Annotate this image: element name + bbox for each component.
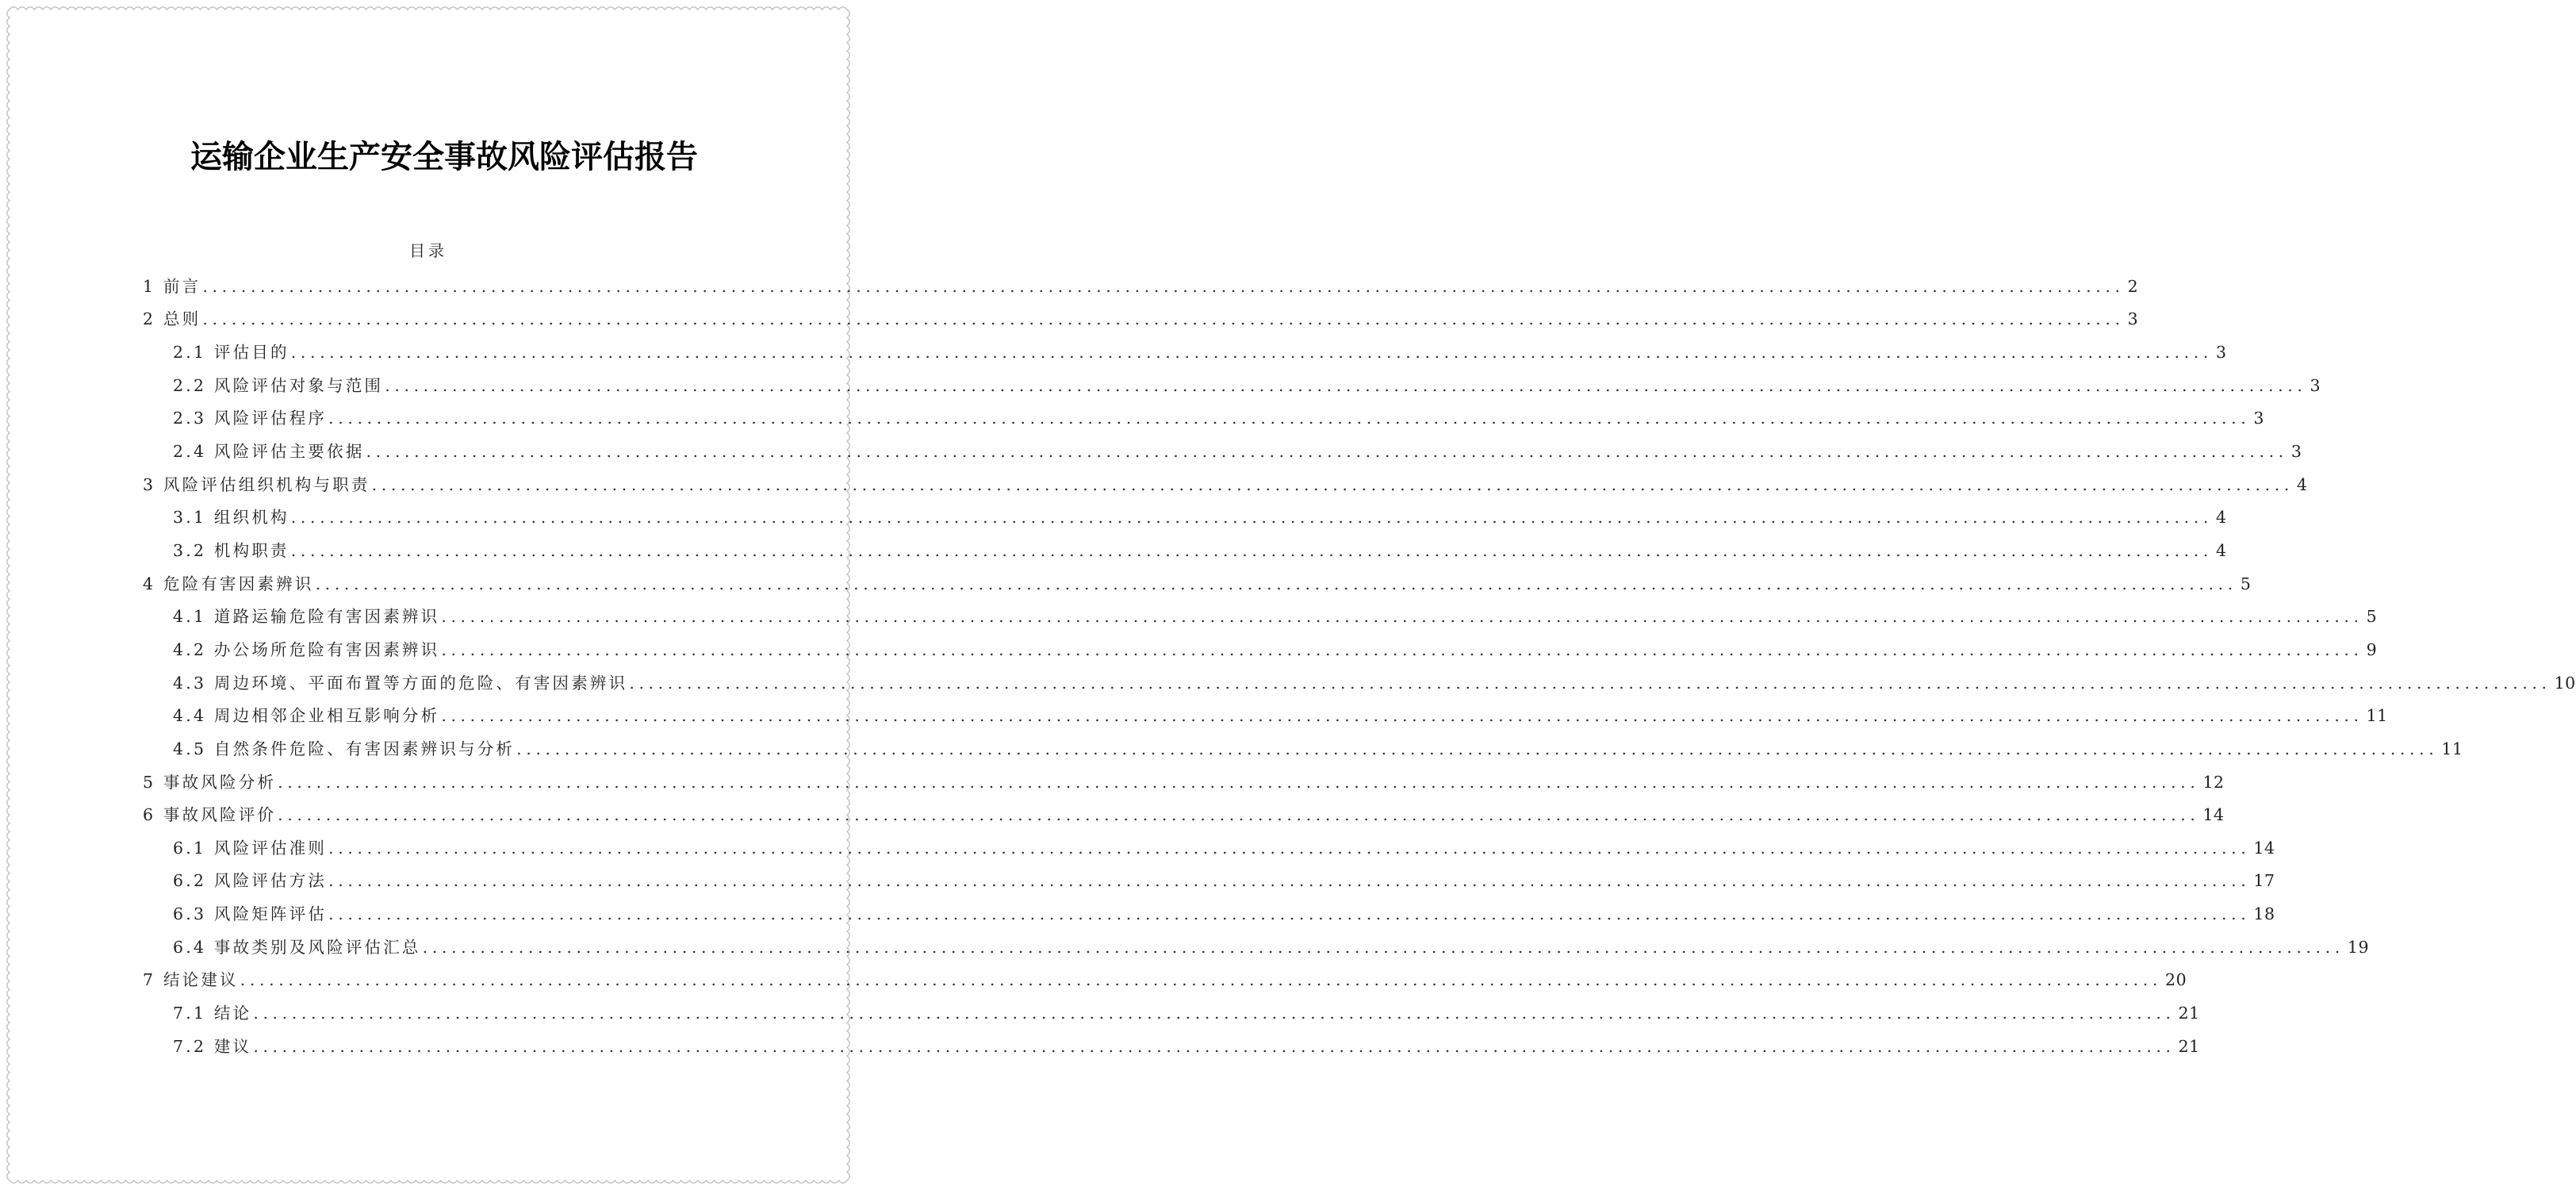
toc-dot-leader: ........................................................................................................................................................................................................ bbox=[290, 508, 2213, 528]
toc-entry[interactable] bbox=[143, 599, 2378, 632]
toc-entry-label: 2.2 风险评估对象与范围 bbox=[173, 375, 384, 395]
toc-entry-page-number: 21 bbox=[2178, 1036, 2200, 1056]
toc-dot-leader: ........................................................................................................................................................................................................ bbox=[278, 805, 2200, 825]
toc-entry[interactable] bbox=[143, 797, 2225, 831]
toc-entry[interactable] bbox=[143, 301, 2139, 335]
document-title: 运输企业生产安全事故风险评估报告 bbox=[190, 139, 698, 175]
toc-entry-page-number: 18 bbox=[2253, 904, 2275, 924]
toc-entry-label: 4.5 自然条件危险、有害因素辨识与分析 bbox=[173, 739, 516, 758]
toc-entry-label: 6.1 风险评估准则 bbox=[173, 838, 328, 858]
toc-dot-leader: ........................................................................................................................................................................................................ bbox=[328, 838, 2251, 858]
toc-entry[interactable] bbox=[143, 830, 2275, 863]
toc-entry[interactable] bbox=[143, 698, 2388, 731]
toc-dot-leader: ........................................................................................................................................................................................................ bbox=[202, 276, 2125, 296]
toc-entry-label: 1 前言 bbox=[143, 276, 201, 296]
toc-entry-page-number: 11 bbox=[2366, 706, 2388, 726]
toc-entry[interactable] bbox=[143, 731, 2463, 764]
toc-entry[interactable] bbox=[143, 995, 2200, 1028]
toc-entry-label: 2.1 评估目的 bbox=[173, 342, 289, 362]
toc-entry[interactable] bbox=[143, 962, 2187, 996]
toc-entry-page-number: 3 bbox=[2253, 409, 2264, 428]
toc-dot-leader: ........................................................................................................................................................................................................ bbox=[278, 772, 2200, 792]
toc-entry[interactable] bbox=[143, 500, 2227, 533]
toc-entry[interactable] bbox=[143, 367, 2321, 401]
toc-entry-label: 4 危险有害因素辨识 bbox=[143, 574, 314, 593]
toc-dot-leader: ........................................................................................................................................................................................................ bbox=[441, 706, 2363, 726]
toc-entry-page-number: 14 bbox=[2202, 805, 2225, 825]
toc-entry-label: 2 总则 bbox=[143, 309, 201, 329]
toc-entry-page-number: 12 bbox=[2202, 772, 2225, 792]
toc-entry-page-number: 4 bbox=[2216, 540, 2227, 560]
toc-entry[interactable] bbox=[143, 566, 2252, 599]
toc-entry[interactable] bbox=[143, 764, 2225, 797]
toc-dot-leader: ........................................................................................................................................................................................................ bbox=[422, 937, 2344, 957]
toc-entry-label: 6 事故风险评价 bbox=[143, 805, 277, 825]
toc-entry-label: 3.1 组织机构 bbox=[173, 508, 289, 528]
toc-entry[interactable] bbox=[143, 631, 2378, 665]
toc-dot-leader: ........................................................................................................................................................................................................ bbox=[366, 441, 2288, 461]
toc-dot-leader: ........................................................................................................................................................................................................ bbox=[385, 375, 2307, 395]
toc-entry-page-number: 17 bbox=[2253, 871, 2275, 891]
toc-entry-page-number: 20 bbox=[2165, 970, 2187, 990]
toc-entry-label: 3 风险评估组织机构与职责 bbox=[143, 474, 370, 494]
toc-entry-label: 7.2 建议 bbox=[173, 1036, 252, 1056]
toc-entry-label: 6.3 风险矩阵评估 bbox=[173, 904, 328, 924]
toc-entry-page-number: 14 bbox=[2253, 838, 2275, 858]
toc-heading: 目录 bbox=[409, 241, 447, 260]
toc-entry[interactable] bbox=[143, 863, 2275, 896]
toc-entry-label: 4.1 道路运输危险有害因素辨识 bbox=[173, 607, 440, 627]
toc-entry-label: 2.4 风险评估主要依据 bbox=[173, 441, 365, 461]
toc-entry-label: 4.3 周边环境、平面布置等方面的危险、有害因素辨识 bbox=[173, 673, 628, 693]
toc-dot-leader: ........................................................................................................................................................................................................ bbox=[328, 904, 2251, 924]
toc-dot-leader: ........................................................................................................................................................................................................ bbox=[328, 409, 2251, 428]
toc-dot-leader: ........................................................................................................................................................................................................ bbox=[371, 474, 2294, 494]
toc-entry-page-number: 3 bbox=[2216, 342, 2227, 362]
toc-dot-leader: ........................................................................................................................................................................................................ bbox=[290, 342, 2213, 362]
toc-dot-leader: ........................................................................................................................................................................................................ bbox=[629, 673, 2551, 693]
toc-entry[interactable] bbox=[143, 401, 2264, 434]
toc-entry-page-number: 5 bbox=[2366, 607, 2378, 627]
toc-dot-leader: ........................................................................................................................................................................................................ bbox=[441, 607, 2363, 627]
toc-entry[interactable] bbox=[143, 334, 2227, 367]
toc-dot-leader: ........................................................................................................................................................................................................ bbox=[253, 1036, 2175, 1056]
toc-entry[interactable] bbox=[143, 1028, 2200, 1061]
toc-entry-page-number: 21 bbox=[2178, 1004, 2200, 1023]
toc-entry-label: 2.3 风险评估程序 bbox=[173, 409, 328, 428]
toc-entry[interactable] bbox=[143, 896, 2275, 929]
toc-dot-leader: ........................................................................................................................................................................................................ bbox=[253, 1004, 2175, 1023]
toc-entry[interactable] bbox=[143, 433, 2302, 466]
toc-entry-page-number: 3 bbox=[2310, 375, 2321, 395]
toc-entry-label: 4.2 办公场所危险有害因素辨识 bbox=[173, 639, 440, 659]
toc-entry-label: 3.2 机构职责 bbox=[173, 540, 289, 560]
toc-dot-leader: ........................................................................................................................................................................................................ bbox=[441, 639, 2363, 659]
toc-entry-label: 7.1 结论 bbox=[173, 1004, 252, 1023]
toc-entry-label: 5 事故风险分析 bbox=[143, 772, 277, 792]
toc-entry-page-number: 4 bbox=[2296, 474, 2308, 494]
toc-entry-label: 6.2 风险评估方法 bbox=[173, 871, 328, 891]
toc-dot-leader: ........................................................................................................................................................................................................ bbox=[202, 309, 2125, 329]
toc-entry-page-number: 3 bbox=[2127, 309, 2139, 329]
toc-entry[interactable] bbox=[143, 665, 2576, 698]
toc-dot-leader: ........................................................................................................................................................................................................ bbox=[240, 970, 2163, 990]
toc-entry[interactable] bbox=[143, 532, 2227, 566]
toc-entry-page-number: 11 bbox=[2441, 739, 2463, 758]
toc-entry-label: 4.4 周边相邻企业相互影响分析 bbox=[173, 706, 440, 726]
toc-entry-page-number: 3 bbox=[2290, 441, 2302, 461]
toc-entry[interactable] bbox=[143, 268, 2139, 301]
toc-entry-page-number: 5 bbox=[2240, 574, 2252, 593]
table-of-contents bbox=[143, 268, 2576, 1061]
toc-dot-leader: ........................................................................................................................................................................................................ bbox=[516, 739, 2439, 758]
toc-entry-page-number: 4 bbox=[2216, 508, 2227, 528]
toc-entry-page-number: 10 bbox=[2554, 673, 2576, 693]
toc-dot-leader: ........................................................................................................................................................................................................ bbox=[328, 871, 2251, 891]
toc-entry-label: 6.4 事故类别及风险评估汇总 bbox=[173, 937, 421, 957]
toc-entry-label: 7 结论建议 bbox=[143, 970, 239, 990]
toc-entry-page-number: 9 bbox=[2366, 639, 2378, 659]
toc-dot-leader: ........................................................................................................................................................................................................ bbox=[290, 540, 2213, 560]
toc-dot-leader: ........................................................................................................................................................................................................ bbox=[315, 574, 2237, 593]
toc-entry[interactable] bbox=[143, 466, 2308, 500]
toc-entry[interactable] bbox=[143, 929, 2369, 962]
toc-entry-page-number: 19 bbox=[2347, 937, 2369, 957]
toc-entry-page-number: 2 bbox=[2127, 276, 2139, 296]
